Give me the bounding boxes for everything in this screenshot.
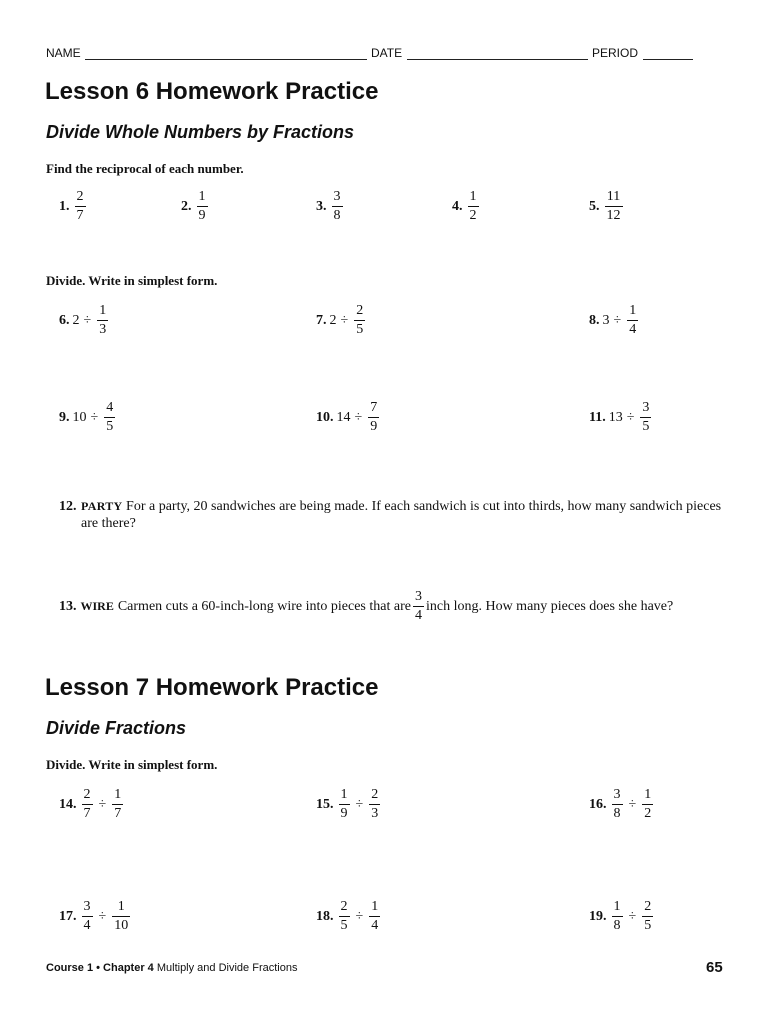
problem-11: 11. 13 ÷ $\frac{3}{5}$: [589, 400, 650, 434]
problem-12: 12. PARTY For a party, 20 sandwiches are being made. If each sandwich is cut into thirds, how many sandwich pieces are there?: [59, 499, 722, 531]
problem-19: 19. $\frac{1}{8}$ ÷ $\frac{2}{5}$: [589, 899, 652, 933]
lesson6-subtitle: Divide Whole Numbers by Fractions: [46, 122, 355, 142]
problem-15: 15. $\frac{1}{9}$ ÷ $\frac{2}{3}$: [316, 787, 379, 821]
fraction: $\frac{2}{5}$: [356, 303, 364, 337]
fraction: $\frac{2}{5}$: [644, 899, 652, 933]
fraction: $\frac{7}{9}$: [370, 400, 378, 434]
fraction: $\frac{11}{12}$: [606, 189, 621, 223]
problem-6: 6. 2 ÷ $\frac{1}{3}$: [59, 303, 107, 337]
date-blank[interactable]: [407, 59, 588, 60]
problem-4: 4. $\frac{1}{2}$: [452, 189, 477, 223]
fraction: $\frac{1}{4}$: [371, 899, 379, 933]
problem-9: 9. 10 ÷ $\frac{4}{5}$: [59, 400, 114, 434]
fraction: $\frac{3}{8}$: [333, 189, 341, 223]
problem-18: 18. $\frac{2}{5}$ ÷ $\frac{1}{4}$: [316, 899, 379, 933]
date-label: DATE: [371, 46, 403, 60]
period-label: PERIOD: [592, 46, 639, 60]
problem-17: 17. $\frac{3}{4}$ ÷ $\frac{1}{10}$: [59, 899, 129, 933]
fraction: $\frac{3}{4}$: [83, 899, 91, 933]
lesson6-instruction-divide: Divide. Write in simplest form.: [46, 273, 218, 288]
fraction: $\frac{1}{7}$: [114, 787, 122, 821]
problem-8: 8. 3 ÷ $\frac{1}{4}$: [589, 303, 637, 337]
period-blank[interactable]: [643, 59, 693, 60]
problem-7: 7. 2 ÷ $\frac{2}{5}$: [316, 303, 364, 337]
footer-course: Course 1 • Chapter 4 Multiply and Divide Fractions: [46, 962, 298, 974]
fraction: $\frac{1}{2}$: [644, 787, 652, 821]
problem-13: 13. WIRE Carmen cuts a 60-inch-long wire into pieces that are $\frac{3}{4}$ inch long. How many pieces does she have?: [59, 589, 674, 623]
fraction: $\frac{1}{9}$: [198, 189, 206, 223]
fraction: $\frac{2}{3}$: [371, 787, 379, 821]
page-number: 65: [706, 959, 723, 976]
fraction: $\frac{1}{10}$: [114, 899, 129, 933]
problem-2: 2. $\frac{1}{9}$: [181, 189, 206, 223]
fraction: $\frac{2}{5}$: [340, 899, 348, 933]
problem-10: 10. 14 ÷ $\frac{7}{9}$: [316, 400, 378, 434]
fraction: $\frac{1}{4}$: [629, 303, 637, 337]
fraction: $\frac{1}{2}$: [469, 189, 477, 223]
lesson7-instruction: Divide. Write in simplest form.: [46, 757, 218, 772]
lesson7-title: Lesson 7 Homework Practice: [45, 674, 379, 701]
problem-16: 16. $\frac{3}{8}$ ÷ $\frac{1}{2}$: [589, 787, 652, 821]
lesson6-instruction-reciprocal: Find the reciprocal of each number.: [46, 161, 244, 176]
name-label: NAME: [46, 46, 81, 60]
fraction: $\frac{1}{9}$: [340, 787, 348, 821]
fraction: $\frac{3}{4}$: [414, 589, 422, 623]
problem-5: 5. $\frac{11}{12}$: [589, 189, 621, 223]
name-blank[interactable]: [85, 59, 367, 60]
problem-14: 14. $\frac{2}{7}$ ÷ $\frac{1}{7}$: [59, 787, 122, 821]
fraction: $\frac{2}{7}$: [83, 787, 91, 821]
fraction: $\frac{4}{5}$: [106, 400, 114, 434]
problem-3: 3. $\frac{3}{8}$: [316, 189, 341, 223]
lesson6-title: Lesson 6 Homework Practice: [45, 78, 379, 105]
fraction: $\frac{1}{8}$: [613, 899, 621, 933]
problem-1: 1. $\frac{2}{7}$: [59, 189, 84, 223]
fraction: $\frac{2}{7}$: [76, 189, 84, 223]
fraction: $\frac{3}{5}$: [642, 400, 650, 434]
lesson7-subtitle: Divide Fractions: [46, 718, 187, 738]
fraction: $\frac{3}{8}$: [613, 787, 621, 821]
fraction: $\frac{1}{3}$: [99, 303, 107, 337]
